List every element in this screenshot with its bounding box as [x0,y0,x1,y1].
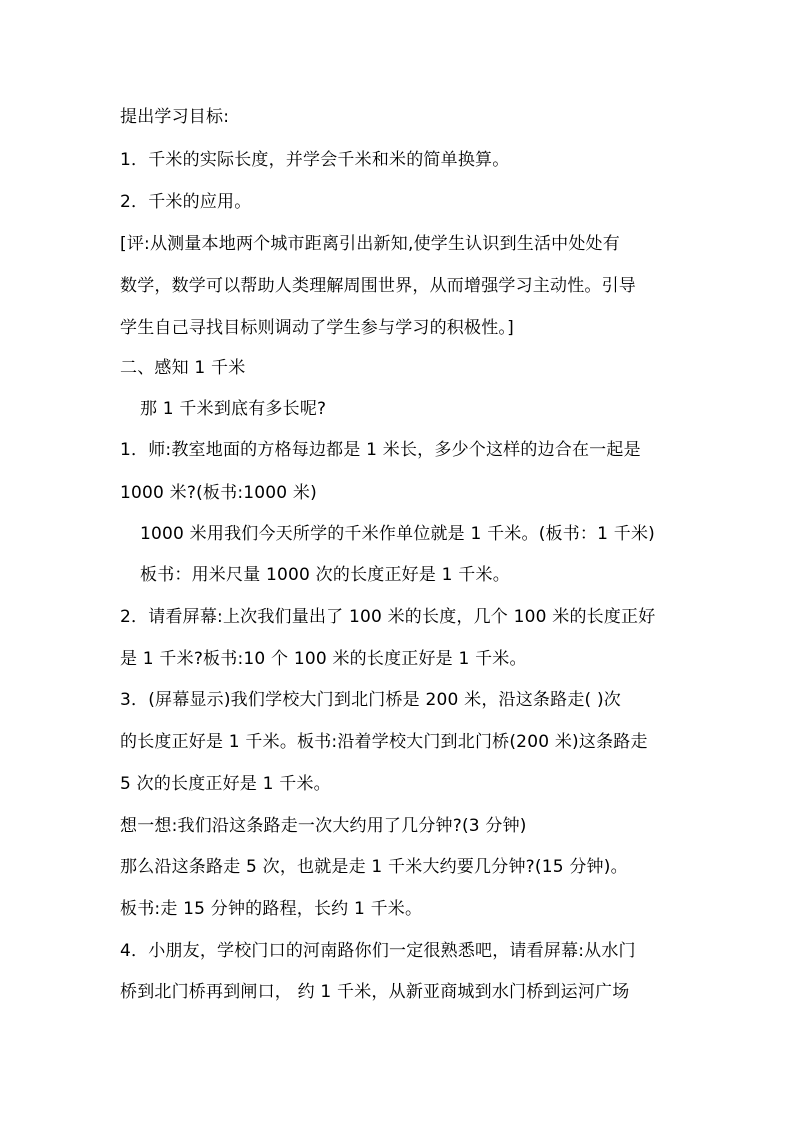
text-line-item-2a: 2．请看屏幕:上次我们量出了 100 米的长度，几个 100 米的长度正好 [120,607,656,627]
text-line-item-4b: 桥到北门桥再到闸口， 约 1 千米，从新亚商城到水门桥到运河广场 [120,982,630,1002]
text-line-comment-1: [评:从测量本地两个城市距离引出新知,使学生认识到生活中处处有 [120,234,620,254]
text-line-item-3a: 3．(屏幕显示)我们学校大门到北门桥是 200 米，沿这条路走( )次 [120,690,622,710]
text-line-think-followup: 那么沿这条路走 5 次，也就是走 1 千米大约要几分钟?(15 分钟)。 [120,857,628,877]
text-line-item-3c: 5 次的长度正好是 1 千米。 [120,774,331,794]
text-line-goal-1: 1．千米的实际长度，并学会千米和米的简单换算。 [120,150,510,170]
section-heading-perceive-1km: 二、感知 1 千米 [120,358,246,378]
text-line-board-note: 板书:走 15 分钟的路程，长约 1 千米。 [120,899,423,919]
text-line-item-1c: 1000 米用我们今天所学的千米作单位就是 1 千米。(板书：1 千米) [140,524,655,544]
text-line-goals-heading: 提出学习目标: [120,107,230,127]
text-line-item-4a: 4．小朋友，学校门口的河南路你们一定很熟悉吧，请看屏幕:从水门 [120,941,636,961]
text-line-goal-2: 2．千米的应用。 [120,192,252,212]
text-line-item-1b: 1000 米?(板书:1000 米) [120,483,317,503]
text-line-item-1d: 板书：用米尺量 1000 次的长度正好是 1 千米。 [140,565,510,585]
text-line-think: 想一想:我们沿这条路走一次大约用了几分钟?(3 分钟) [120,816,527,836]
text-line-comment-3: 学生自己寻找目标则调动了学生参与学习的积极性。] [120,318,514,338]
text-line-comment-2: 数学，数学可以帮助人类理解周围世界，从而增强学习主动性。引导 [120,276,636,296]
text-line-question: 那 1 千米到底有多长呢? [140,399,327,419]
text-line-item-3b: 的长度正好是 1 千米。板书:沿着学校大门到北门桥(200 米)这条路走 [120,732,648,752]
text-line-item-1a: 1．师:教室地面的方格每边都是 1 米长，多少个这样的边合在一起是 [120,440,641,460]
text-line-item-2b: 是 1 千米?板书:10 个 100 米的长度正好是 1 千米。 [120,649,527,669]
